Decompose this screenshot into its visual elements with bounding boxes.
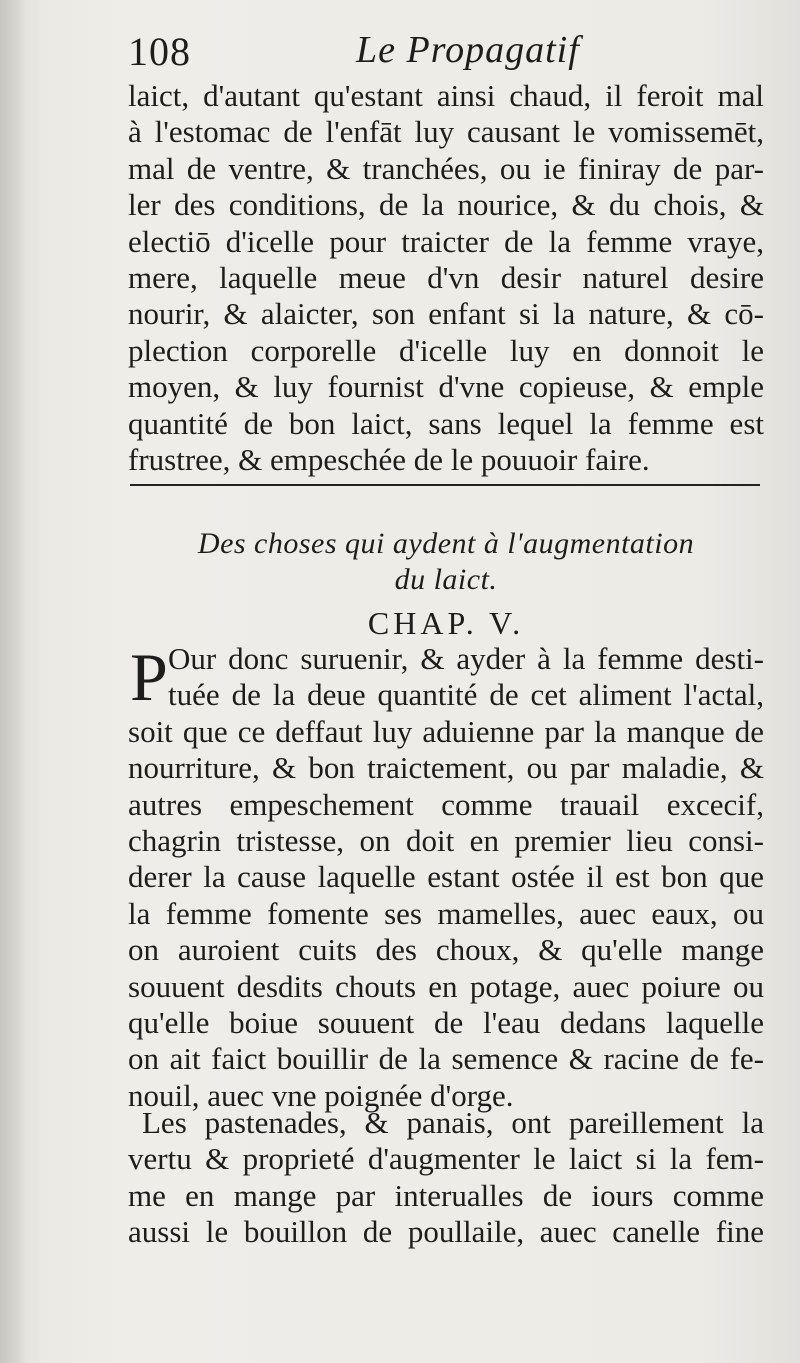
text-line: mere, laquelle meue d'vn desir naturel desire [128,259,764,295]
paragraph-two [128,1105,764,1251]
text-line: soit que ce deffaut luy aduienne par la manque de [128,713,764,749]
text-line: moyen, & luy fournist d'vne copieuse, & emple [128,369,764,405]
paragraph-continued [128,78,764,478]
chapter-title-line1: Des choses qui aydent à l'augmentation [197,527,695,560]
text-line: frustree, & empeschée de le pouuoir faire. [128,441,650,477]
text-line: la femme fomente ses mamelles, auec eaux, ou [128,895,764,931]
chapter-number: CHAP. V. [367,605,525,641]
page-header [128,28,768,78]
text-line: nourriture, & bon traictement, ou par maladie, & [128,750,764,786]
text-line: tuée de la deue quantité de cet aliment l'actal, [168,677,764,713]
text-line: à l'estomac de l'enfāt luy causant le vomissemēt, [128,114,764,150]
text-line: souuent desdits chouts en potage, auec poiure ou [128,968,764,1004]
text-line: nourir, & alaicter, son enfant si la nature, & cō- [128,296,764,332]
text-line: derer la cause laquelle estant ostée il est bon que [128,859,764,895]
text-line: aussi le bouillon de poullaile, auec canelle fine [128,1214,764,1250]
text-line: Les pastenades, & panais, ont pareillement la [142,1105,764,1140]
text-line: laict, d'autant qu'estant ainsi chaud, il feroit mal [128,78,764,113]
text-line: on auroient cuits des choux, & qu'elle mange [128,932,764,968]
text-line: mal de ventre, & tranchées, ou ie finiray de par- [128,150,764,186]
text-line: qu'elle boiue souuent de l'eau dedans laquelle [128,1004,764,1040]
text-line: nouil, auec vne poignée d'orge. [128,1077,514,1113]
text-line: chagrin tristesse, on doit en premier lieu consi- [128,822,764,858]
chapter-title-line2: du laict. [394,563,498,596]
running-title: Le Propagatif [356,29,580,71]
text-line: me en mange par interualles de iours comme [128,1177,764,1213]
text-line: electiō d'icelle pour traicter de la femme vraye, [128,223,764,259]
text-line: ler des conditions, de la nourice, & du chois, & [128,187,764,223]
page-number: 108 [128,29,191,74]
page-edge-shadow [0,0,26,1363]
text-line: Our donc suruenir, & ayder à la femme desti- [168,641,764,676]
paragraph-one [128,641,764,1114]
section-divider [130,484,760,486]
text-line: quantité de bon laict, sans lequel la femme est [128,405,764,441]
text-line: autres empeschement comme trauail excecif, [128,786,764,822]
text-line: plection corporelle d'icelle luy en donnoit le [128,332,764,368]
text-line: on ait faict bouillir de la semence & racine de fe- [128,1041,764,1077]
text-line: vertu & proprieté d'augmenter le laict si la fem- [128,1141,764,1177]
drop-cap: P [130,639,168,715]
